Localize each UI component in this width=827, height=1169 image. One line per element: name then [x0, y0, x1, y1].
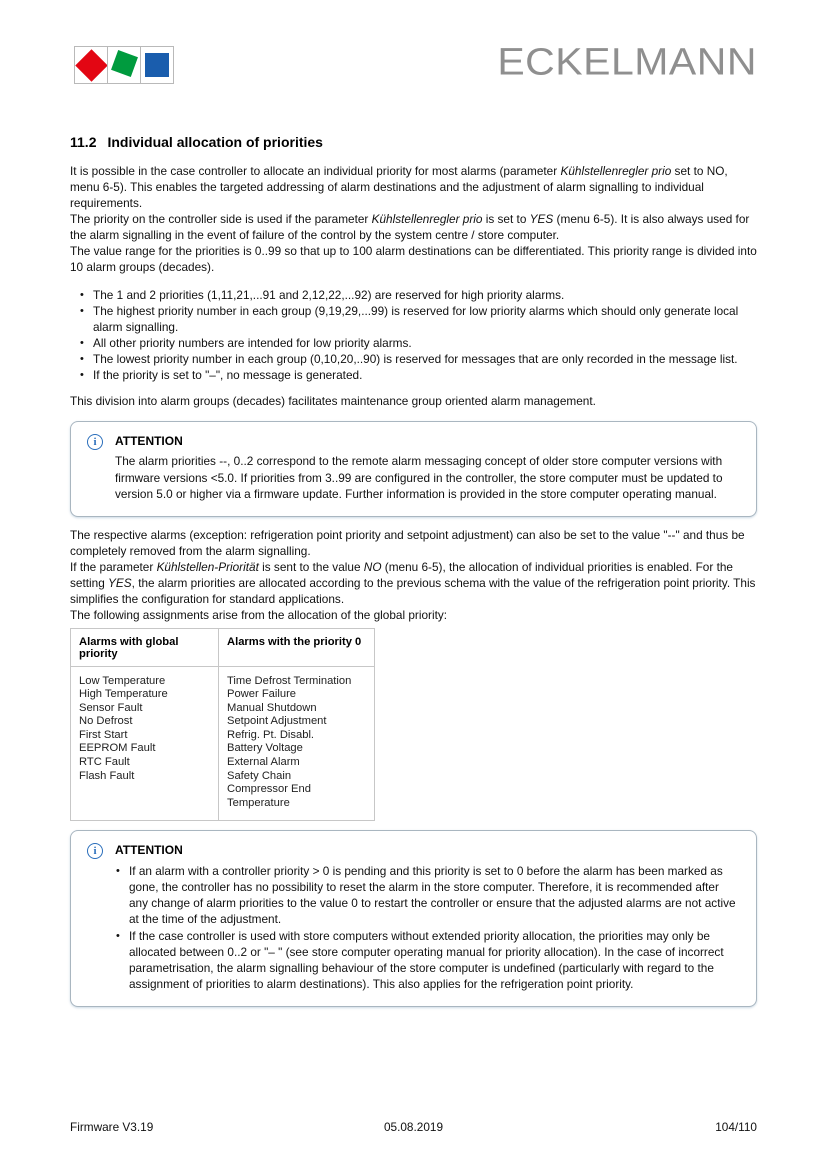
list-item: • All other priority numbers are intended for low priority alarms.	[79, 335, 757, 351]
table-item: Low Temperature	[79, 674, 166, 687]
paragraph: This division into alarm groups (decades) facilitates maintenance group oriented alarm management.	[70, 394, 596, 408]
page-header	[70, 0, 757, 84]
table-item: Sensor Fault	[79, 701, 143, 714]
column-header: Alarms with the priority 0	[219, 628, 375, 666]
list-item: • If an alarm with a controller priority > 0 is pending and this priority is set to 0 before the alarm has been marked as gone, the controller has no possibility to reset the alarm in the store computer. Therefore, it is recommended after any change of alarm priorities to the value 0 to restart the controller or ensure that the adjusted alarms are not active at the time of the adjustment.	[115, 863, 740, 927]
logo-blue-square-icon	[145, 53, 169, 77]
list-item: • If the priority is set to "–", no message is generated.	[79, 367, 757, 383]
paragraph: It is possible in the case controller to allocate an individual priority for most alarms (parameter Kühlstellenregler prio set to NO, menu 6-5). This enables the targeted addressing of alarm destinations and the adjustment of alarm signalling to individual requirements.	[70, 164, 728, 210]
info-icon: i	[87, 434, 103, 450]
table-item: Time Defrost Termination	[227, 674, 352, 687]
footer-date: 05.08.2019	[383, 1120, 444, 1134]
table-item: Setpoint Adjustment	[227, 715, 327, 728]
table-item: RTC Fault	[79, 756, 130, 769]
priority-rules-list	[79, 287, 757, 383]
table-item: EEPROM Fault	[79, 742, 156, 755]
parameter-value: YES	[108, 575, 132, 590]
paragraph: The respective alarms (exception: refrigeration point priority and setpoint adjustment) can also be set to the value "--" and thus be completely removed from the alarm signalling.	[70, 527, 745, 558]
table-item: Flash Fault	[79, 769, 135, 782]
section-number: 11.2	[70, 134, 97, 150]
intro-paragraphs	[70, 163, 757, 275]
table-item: High Temperature	[79, 688, 168, 701]
table-item: Power Failure	[227, 688, 297, 701]
attention-title: ATTENTION	[115, 434, 183, 448]
info-icon: i	[87, 843, 103, 859]
paragraph: The priority on the controller side is used if the parameter Kühlstellenregler prio is set to YES (menu 6-5). It is also always used for the alarm signalling in the event of failure of the control by the system centre / store computer.	[70, 212, 750, 242]
priority-zero-cell	[219, 666, 375, 821]
table-item: First Start	[79, 728, 128, 741]
parameter-name: Kühlstellenregler prio	[371, 212, 483, 226]
attention-bullet-list	[115, 863, 740, 993]
attention-text: The alarm priorities --, 0..2 correspond to the remote alarm messaging concept of older store computer versions with firmware versions <5.0. If priorities from 3..99 are configured in the controller, the store computer must be updated to version 5.0 or higher via a firmware update. Further information is provided in the store computer operating manual.	[115, 454, 723, 501]
table-item: Safety Chain	[227, 769, 292, 782]
logo-cell	[107, 46, 141, 84]
attention-box-2	[70, 830, 757, 1007]
table-item: Manual Shutdown	[227, 701, 317, 714]
list-item: • The highest priority number in each group (9,19,29,...99) is reserved for low priority alarms which should only generate local alarm signalling.	[79, 303, 757, 335]
middle-paragraphs	[70, 527, 757, 623]
column-header: Alarms with global priority	[71, 628, 219, 666]
footer-firmware-version: Firmware V3.19	[70, 1120, 154, 1134]
list-item: • The lowest priority number in each group (0,10,20,..90) is reserved for messages that are only recorded in the message list.	[79, 351, 757, 367]
global-priority-cell	[71, 666, 219, 821]
table-item: Compressor End Temperature	[227, 783, 311, 809]
parameter-value: YES	[529, 212, 554, 226]
parameter-value: NO	[363, 559, 382, 574]
table-header-row	[71, 628, 375, 666]
section-title: Individual allocation of priorities	[107, 134, 323, 150]
logo-red-diamond-icon	[75, 49, 108, 82]
table-item: No Defrost	[79, 715, 133, 728]
logo-green-square-icon	[111, 50, 138, 77]
paragraph: If the parameter Kühlstellen-Priorität is sent to the value NO (menu 6-5), the allocation of individual priorities is enabled. For the setting YES, the alarm priorities are allocated according to the previous schema with the value of the refrigeration point priority. This simplifies the configuration for standard applications.	[70, 559, 756, 606]
parameter-name: Kühlstellen-Priorität	[156, 559, 259, 574]
alarm-priority-table	[70, 628, 375, 822]
table-body-row	[71, 666, 375, 821]
list-item: • If the case controller is used with store computers without extended priority allocation, the priorities may only be allocated between 0..2 or "– " (see store computer operating manual for priority allocation). In the case of incorrect parametrisation, the alarm signalling behaviour of the store computer is undefined (particularly with regard to the assignment of priorities to alarm destinations). This also applies for the refrigeration point priority.	[115, 928, 740, 992]
logo-cell	[74, 46, 108, 84]
parameter-name: Kühlstellenregler prio	[560, 164, 672, 178]
table-item: Battery Voltage	[227, 742, 303, 755]
logo-cell	[140, 46, 174, 84]
footer-page-number: 104/110	[715, 1120, 757, 1134]
eckelmann-logo	[75, 46, 174, 84]
section-heading	[70, 134, 757, 151]
brand-wordmark: ECKELMANN	[497, 40, 757, 83]
list-item: • The 1 and 2 priorities (1,11,21,...91 and 2,12,22,...92) are reserved for high priority alarms.	[79, 287, 757, 303]
table-item: External Alarm	[227, 756, 300, 769]
attention-title: ATTENTION	[115, 843, 183, 858]
table-item: Refrig. Pt. Disabl.	[227, 728, 315, 741]
paragraph: The following assignments arise from the allocation of the global priority:	[70, 607, 448, 622]
attention-box-1	[70, 421, 757, 517]
page-footer	[70, 1120, 757, 1134]
paragraph: The value range for the priorities is 0..99 so that up to 100 alarm destinations can be differentiated. This priority range is divided into 10 alarm groups (decades).	[70, 244, 757, 274]
